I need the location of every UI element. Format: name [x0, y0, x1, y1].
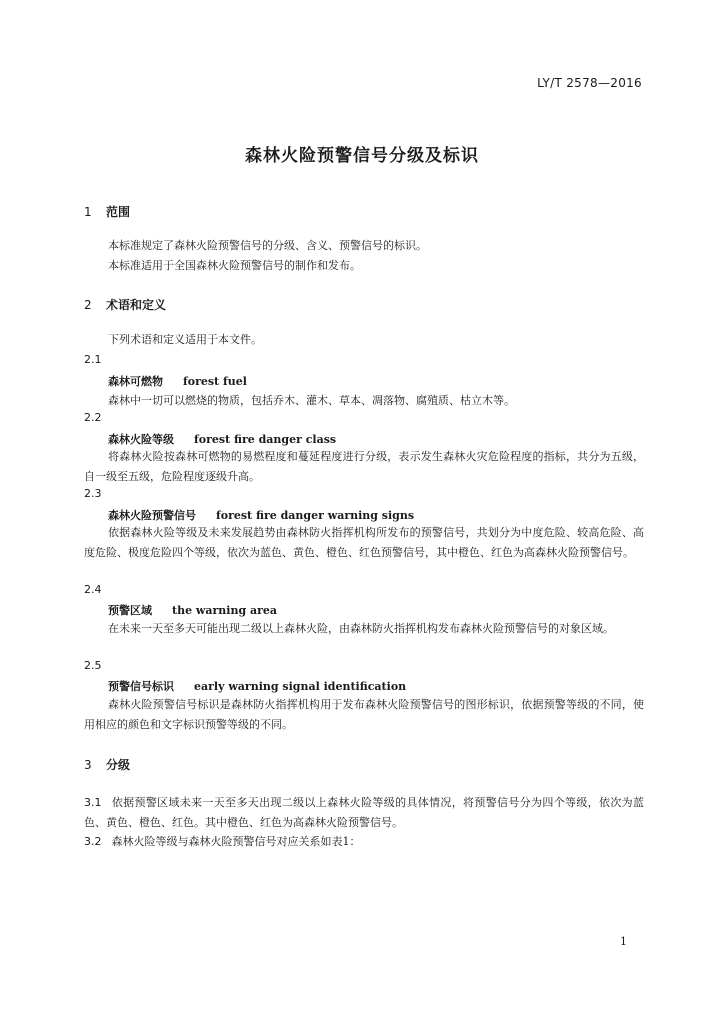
term-english: forest fire danger class [194, 433, 337, 446]
term-english: forest fire danger warning signs [216, 509, 415, 522]
clause-number: 2.4 [84, 583, 102, 596]
term-definition: 森林中一切可以燃烧的物质，包括乔木、灌木、草本、凋落物、腐殖质、枯立木等。 [108, 394, 515, 407]
section-number: 3 [84, 758, 92, 772]
clause-number: 3.1 [84, 796, 102, 809]
section-1-heading [84, 203, 130, 220]
term-entry [108, 507, 414, 523]
page-number: 1 [620, 935, 627, 948]
term-chinese: 森林火险预警信号 [108, 509, 196, 522]
section-title: 术语和定义 [106, 298, 167, 312]
clause-number: 2.2 [84, 411, 102, 424]
clause-number: 2.1 [84, 353, 102, 366]
section-title: 分级 [106, 758, 131, 772]
standard-code: LY/T 2578—2016 [537, 76, 642, 90]
section-3-heading [84, 756, 130, 773]
term-definition: 依据森林火险等级及未来发展趋势由森林防火指挥机构所发布的预警信号，共划分为中度危险、较高危险、高度危险、极度危险四个等级，依次为蓝色、黄色、橙色、红色预警信号，其中橙色、红色为高森林火险预警信号。 [84, 526, 644, 559]
term-english: early warning signal identification [194, 680, 407, 693]
document-title: 森林火险预警信号分级及标识 [245, 146, 479, 166]
term-entry [108, 373, 247, 389]
section-2-heading [84, 296, 166, 313]
clause-3-1 [84, 793, 644, 833]
term-chinese: 森林火险等级 [108, 433, 174, 446]
term-entry [108, 602, 277, 618]
term-entry [108, 678, 406, 694]
term-entry [108, 431, 336, 447]
clause-text: 依据预警区域未来一天至多天出现二级以上森林火险等级的具体情况，将预警信号分为四个等级，依次为蓝色、黄色、橙色、红色。其中橙色、红色为高森林火险预警信号。 [84, 796, 644, 829]
term-chinese: 预警信号标识 [108, 680, 174, 693]
scope-paragraph-2: 本标准适用于全国森林火险预警信号的制作和发布。 [108, 259, 361, 272]
section-number: 1 [84, 205, 92, 219]
section-number: 2 [84, 298, 92, 312]
scope-paragraph-1: 本标准规定了森林火险预警信号的分级、含义、预警信号的标识。 [108, 239, 427, 252]
term-english: forest fuel [183, 375, 247, 388]
terms-intro: 下列术语和定义适用于本文件。 [108, 333, 262, 346]
clause-number: 3.2 [84, 835, 102, 848]
term-chinese: 森林可燃物 [108, 375, 163, 388]
term-definition: 将森林火险按森林可燃物的易燃程度和蔓延程度进行分级，表示发生森林火灾危险程度的指标，共分为五级，自一级至五级，危险程度逐级升高。 [84, 450, 644, 483]
clause-3-2 [84, 832, 644, 852]
clause-number: 2.3 [84, 487, 102, 500]
clause-text: 森林火险等级与森林火险预警信号对应关系如表1： [111, 835, 361, 848]
term-definition: 在未来一天至多天可能出现二级以上森林火险，由森林防火指挥机构发布森林火险预警信号的对象区域。 [108, 622, 614, 635]
section-title: 范围 [106, 205, 131, 219]
term-definition: 森林火险预警信号标识是森林防火指挥机构用于发布森林火险预警信号的图形标识，依据预警等级的不同，使用相应的颜色和文字标识预警等级的不同。 [84, 698, 644, 731]
term-english: the warning area [172, 604, 278, 617]
term-chinese: 预警区域 [108, 604, 152, 617]
clause-number: 2.5 [84, 659, 102, 672]
